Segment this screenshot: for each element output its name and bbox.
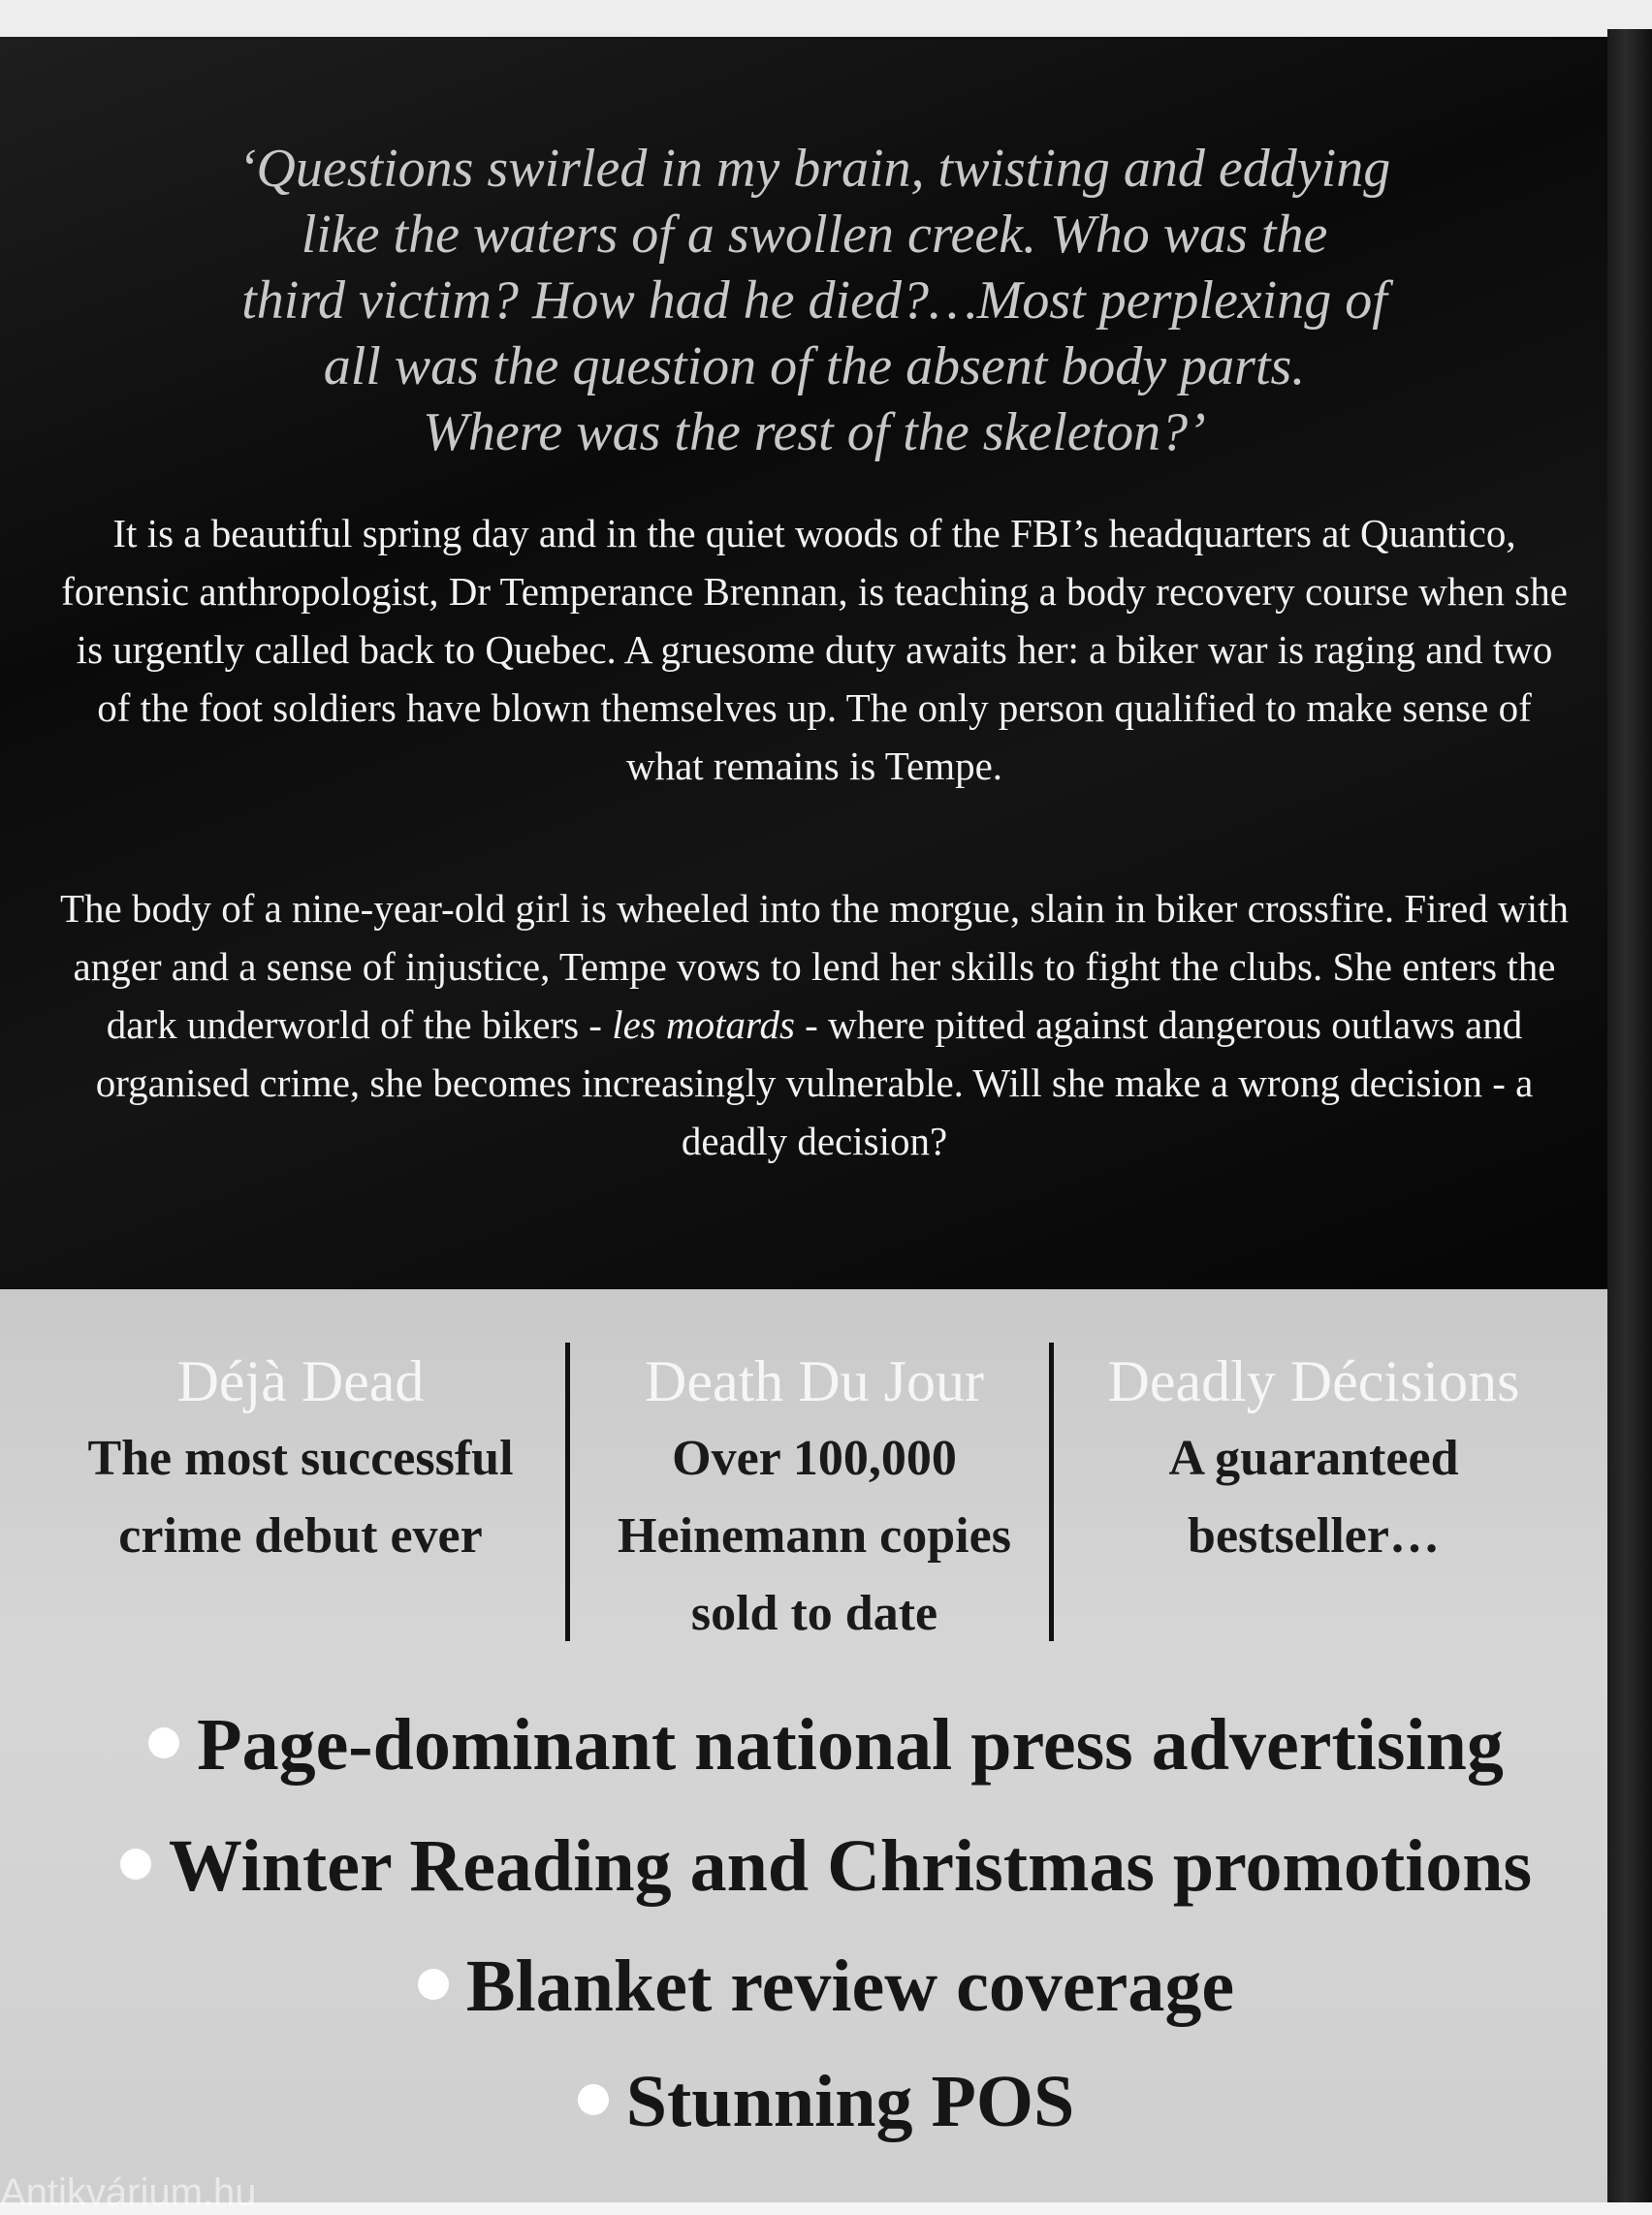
book-title: Déjà Dead: [176, 1349, 425, 1413]
top-edge: [0, 0, 1652, 39]
book-title: Deadly Décisions: [1107, 1349, 1520, 1413]
title-column-death-du-jour: [572, 1343, 1057, 1653]
promo-bullet: [0, 1818, 1652, 1914]
book-claim-line: sold to date: [690, 1586, 938, 1641]
promo-bullet-text: Page-dominant national press advertising: [197, 1704, 1504, 1786]
column-divider: [1049, 1343, 1054, 1641]
bullet-dot-icon: [120, 1849, 151, 1880]
book-claim-line: The most successful: [87, 1431, 514, 1486]
book-claim-line: A guaranteed: [1168, 1431, 1459, 1486]
pull-quote: [97, 136, 1532, 465]
book-claim-line: crime debut ever: [118, 1508, 483, 1564]
title-column-deja-dead: [39, 1343, 562, 1575]
bullet-dot-icon: [578, 2084, 609, 2115]
promo-bullet-text: Stunning POS: [625, 2061, 1075, 2142]
book-claim-line: Over 100,000: [672, 1431, 957, 1486]
book-title: Death Du Jour: [645, 1349, 984, 1413]
quote-line: ‘Questions swirled in my brain, twisting and eddying: [238, 139, 1391, 199]
quote-line: like the waters of a swollen creek. Who was the: [301, 205, 1328, 265]
promo-bullet: [0, 2053, 1652, 2150]
column-divider: [565, 1343, 570, 1641]
book-spine-edge: [1607, 29, 1652, 2202]
blurb-paragraph-2: [58, 879, 1571, 1170]
watermark: Antikvárium.hu: [0, 2171, 257, 2214]
bullet-dot-icon: [418, 1969, 449, 2000]
book-claim-line: bestseller…: [1188, 1508, 1440, 1564]
quote-line: all was the question of the absent body parts.: [323, 336, 1306, 396]
title-column-deadly-decisions: [1062, 1343, 1566, 1575]
blurb-emphasis: les motards: [612, 1002, 795, 1047]
quote-line: Where was the rest of the skeleton?’: [423, 402, 1206, 462]
promo-bullet: [0, 1696, 1652, 1793]
bullet-dot-icon: [148, 1727, 179, 1758]
promo-bullet-text: Winter Reading and Christmas promotions: [168, 1825, 1533, 1907]
quote-line: third victim? How had he died?…Most perplexing of: [241, 270, 1387, 331]
promo-bullet-text: Blanket review coverage: [465, 1946, 1235, 2027]
promo-bullet: [0, 1938, 1652, 2035]
blurb-text: - where pitted against dangerous outlaws and organised crime, she becomes increasingly vulnerable. Will she make a wrong decision - a deadly decision?: [95, 1002, 1534, 1163]
book-claim-line: Heinemann copies: [618, 1508, 1011, 1564]
blurb-text: The body of a nine-year-old girl is wheeled into the morgue, slain in biker crossfire. Fired with anger and a sense of injustice, Tempe vows to lend her skills to fight the clubs. She enters the dark underworld of the bikers -: [59, 886, 1570, 1047]
blurb-paragraph-1: It is a beautiful spring day and in the quiet woods of the FBI’s headquarters at Quantico, forensic anthropologist, Dr Temperance Brennan, is teaching a body recovery course when she is urgently called back to Quebec. A gruesome duty awaits her: a biker war is raging and two of the foot soldiers have blown themselves up. The only person qualified to make sense of what remains is Tempe.: [61, 511, 1568, 788]
